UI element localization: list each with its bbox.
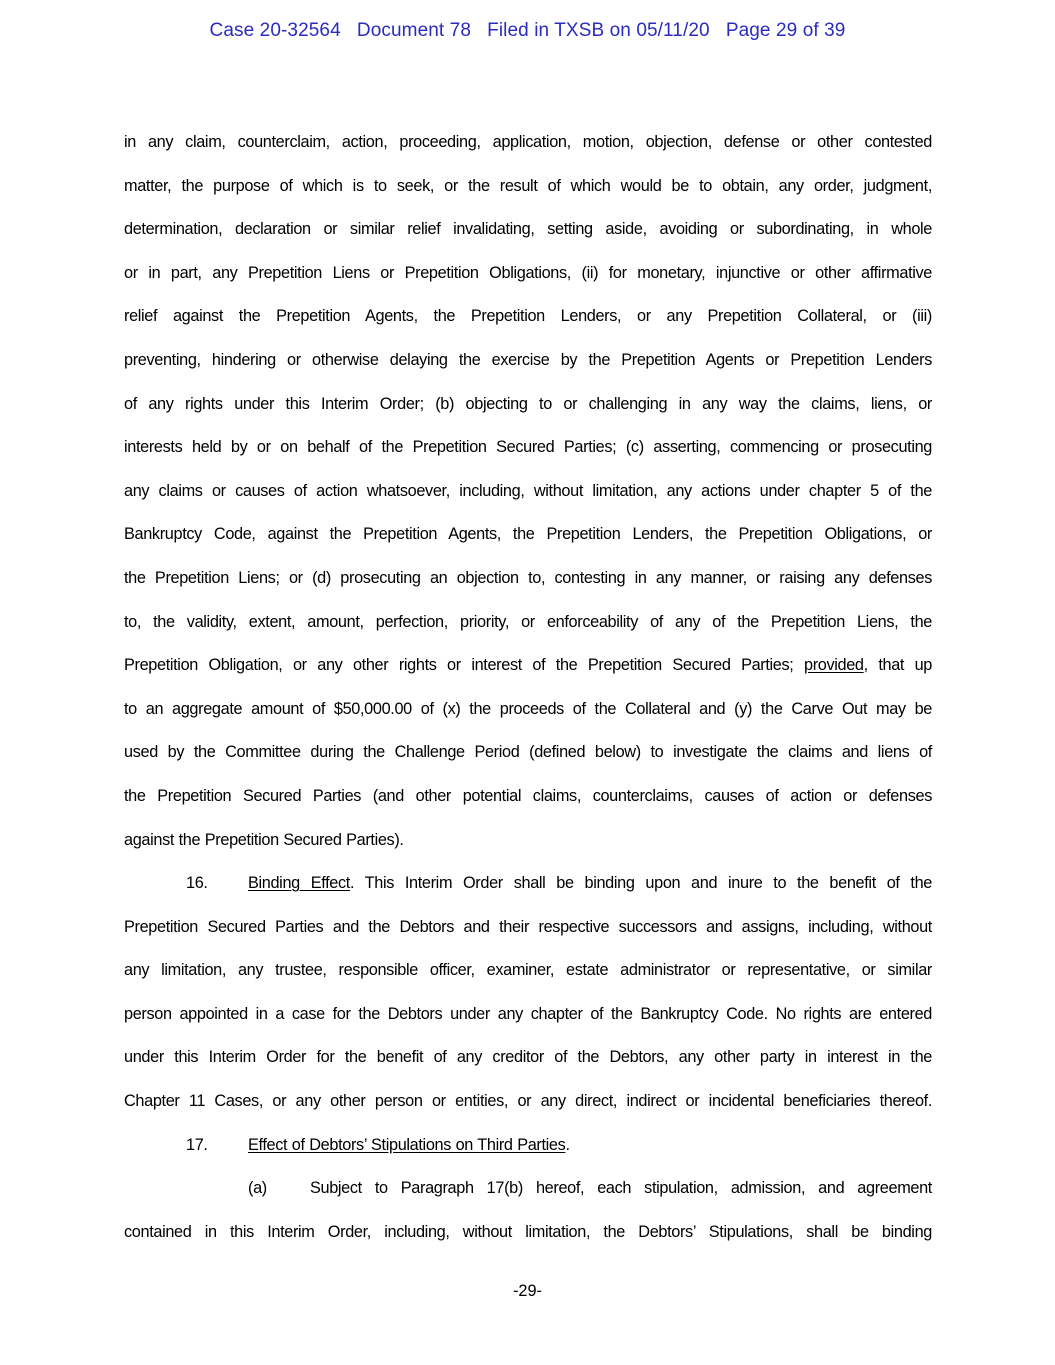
section-16-first-line: 16. Binding Effect. This Interim Order shall be binding upon and inure to the benefit of the xyxy=(124,862,932,906)
text-line: used by the Committee during the Challenge Period (defined below) to investigate the claims and liens of xyxy=(124,743,932,762)
case-header: Case 20-32564 Document 78 Filed in TXSB on 05/11/20 Page 29 of 39 xyxy=(209,20,846,41)
section-17-heading-line: 17. Effect of Debtors’ Stipulations on Third Parties. xyxy=(124,1124,932,1168)
text-line: interests held by or on behalf of the Prepetition Secured Parties; (c) asserting, commencing or prosecuting xyxy=(124,438,932,457)
section-17-number: 17. xyxy=(186,1135,208,1154)
text-line: Prepetition Secured Parties and the Debtors and their respective successors and assigns, including, without xyxy=(124,917,932,936)
text-line: person appointed in a case for the Debtors under any chapter of the Bankruptcy Code. No rights are entered xyxy=(124,1004,932,1023)
text-line: to, the validity, extent, amount, perfection, priority, or enforceability of any of the Prepetition Liens, the xyxy=(124,612,932,631)
document-body xyxy=(124,121,932,1254)
text-line: against the Prepetition Secured Parties). xyxy=(124,830,404,849)
text-line: to an aggregate amount of $50,000.00 of (x) the proceeds of the Collateral and (y) the Carve Out may be xyxy=(124,699,932,718)
text-line: preventing, hindering or otherwise delaying the exercise by the Prepetition Agents or Prepetition Lenders xyxy=(124,350,932,369)
text-line: or in part, any Prepetition Liens or Prepetition Obligations, (ii) for monetary, injunctive or other affirmative xyxy=(124,263,932,282)
section-16-body xyxy=(124,906,932,1124)
page-number: -29- xyxy=(513,1282,542,1300)
text-line: the Prepetition Secured Parties (and other potential claims, counterclaims, causes of action or defenses xyxy=(124,786,932,805)
text-line: any limitation, any trustee, responsible officer, examiner, estate administrator or representative, or similar xyxy=(124,961,932,980)
section-17a-next-line: contained in this Interim Order, including, without limitation, the Debtors’ Stipulations, shall be binding xyxy=(124,1222,932,1241)
section-16-number: 16. xyxy=(186,874,208,893)
provided-underlined: provided xyxy=(803,656,864,675)
section-17-heading: Effect of Debtors’ Stipulations on Third Parties xyxy=(248,1135,566,1154)
paragraph-continuation-2 xyxy=(124,688,932,862)
text-line: matter, the purpose of which is to seek, or the result of which would be to obtain, any order, judgment, xyxy=(124,176,932,195)
text-line: in any claim, counterclaim, action, proceeding, application, motion, objection, defense or other contested xyxy=(124,133,932,151)
text-line: the Prepetition Liens; or (d) prosecuting an objection to, contesting in any manner, or raising any defenses xyxy=(124,568,932,587)
section-16-heading: Binding Effect xyxy=(248,874,350,893)
text-line: under this Interim Order for the benefit of any creditor of the Debtors, any other party in interest in the xyxy=(124,1048,932,1067)
text-line: any claims or causes of action whatsoever, including, without limitation, any actions under chapter 5 of the xyxy=(124,481,932,500)
text-line: Bankruptcy Code, against the Prepetition Agents, the Prepetition Lenders, the Prepetition Obligations, or xyxy=(124,525,932,544)
section-17a-label: (a) xyxy=(248,1179,267,1198)
text-line: relief against the Prepetition Agents, the Prepetition Lenders, or any Prepetition Collateral, or (iii) xyxy=(124,307,932,326)
section-17a-first-line: (a) Subject to Paragraph 17(b) hereof, each stipulation, admission, and agreement xyxy=(124,1167,932,1211)
text-line: of any rights under this Interim Order; (b) objecting to or challenging in any way the claims, liens, or xyxy=(124,394,932,413)
paragraph-continuation xyxy=(124,121,932,644)
provided-line: Prepetition Obligation, or any other rights or interest of the Prepetition Secured Parties; provided, that up xyxy=(124,656,932,675)
text-line: determination, declaration or similar relief invalidating, setting aside, avoiding or subordinating, in whole xyxy=(124,220,932,239)
text-line: Chapter 11 Cases, or any other person or entities, or any direct, indirect or incidental beneficiaries thereof. xyxy=(124,1092,932,1111)
